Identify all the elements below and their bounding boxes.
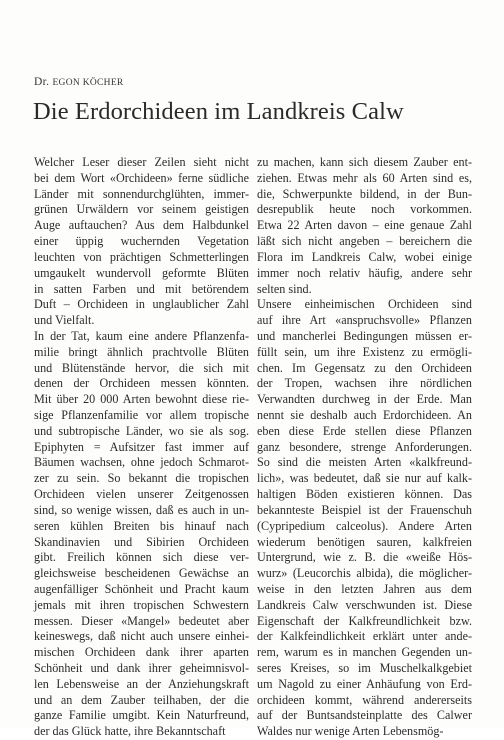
text-line: und subtropische Länder, wo sie als sog.: [34, 423, 249, 438]
text-line: füllt sein, um ihre Existenz zu ermögli-: [257, 344, 472, 359]
text-line: Unsere einheimischen Orchideen sind: [257, 297, 472, 312]
text-line: der Kalkfeindlichkeit erklärt unter ande-: [257, 629, 472, 644]
text-line: Etwa 22 Arten davon – eine genaue Zahl: [257, 218, 472, 233]
text-column-left: [34, 155, 249, 740]
text-line: jemals mit ihren tropischen Schwestern: [34, 597, 249, 612]
author-byline: [34, 76, 124, 88]
text-line: len Lebensweise an der Anziehungskraft: [34, 676, 249, 691]
text-line: ziehen. Etwas mehr als 60 Arten sind es,: [257, 170, 472, 185]
text-line: orchideen kommt, während andererseits: [257, 692, 472, 707]
text-line: Schönheit und dank ihrer geheimnisvol-: [34, 661, 249, 675]
text-line: um Nagold zu einer Anhäufung von Erd-: [257, 676, 472, 691]
text-line: zer zu sein. So bekannt die tropischen: [34, 471, 249, 486]
text-line: Mit über 20 000 Arten bewohnt diese rie-: [34, 392, 249, 407]
text-line: desrepublik heute noch vorkommen.: [257, 202, 472, 217]
text-line: ganze Familie umgibt. Kein Naturfreund,: [34, 708, 249, 723]
text-line: chen. Im Gegensatz zu den Orchideen: [257, 360, 472, 375]
text-line: wurz» (Leucorchis albida), die möglicher-: [257, 566, 472, 581]
author-prefix: Dr.: [34, 76, 53, 88]
text-line: Epiphyten = Aufsitzer fast immer auf: [34, 439, 249, 454]
text-line: Waldes nur wenige Arten Lebensmög-: [257, 724, 444, 739]
text-line: Welcher Leser dieser Zeilen sieht nicht: [34, 155, 249, 169]
text-column-right: [257, 155, 472, 740]
text-line: sind, so wenige wissen, daß es auch in un-: [34, 502, 249, 517]
text-line: nennt sie deshalb auch Erdorchideen. An: [257, 408, 472, 422]
text-line: Bäumen wachsen, ohne jedoch Schmarot-: [34, 455, 249, 470]
text-line: der das Glück hatte, ihre Bekanntschaft: [34, 724, 226, 739]
text-line: leuchten von prächtigen Schmetterlingen: [34, 249, 249, 264]
text-line: selten sind.: [257, 281, 312, 296]
text-line: (Cypripedium calceolus). Andere Arten: [257, 518, 472, 533]
text-line: eben diese Erde stellen diese Pflanzen: [257, 423, 472, 438]
text-line: auf ihre Art «anspruchsvolle» Pflanzen: [257, 313, 472, 328]
text-line: in satten Farben und mit betörendem: [34, 281, 249, 296]
text-line: denen der Orchideen messen könnten.: [34, 376, 249, 391]
text-line: Landkreis Calw verschwunden ist. Diese: [257, 597, 472, 612]
text-line: keineswegs, daß nicht auch unsere einhei-: [34, 629, 249, 644]
text-line: milie bringt ähnlich prachtvolle Blüten: [34, 344, 249, 359]
text-line: Untergrund, wie z. B. die «weiße Hös-: [257, 550, 472, 565]
text-line: messen. Dieser «Mangel» bedeutet aber: [34, 613, 249, 628]
text-line: Duft – Orchideen in unglaublicher Zahl: [34, 297, 249, 312]
text-line: gleichsweise bescheidenen Gewächse an: [34, 566, 249, 581]
text-line: haltigen Böden existieren können. Das: [257, 487, 472, 502]
article-title: Die Erdorchideen im Landkreis Calw: [33, 98, 404, 125]
text-line: ganz besondere, strenge Anforderungen.: [257, 439, 472, 454]
text-line: zu machen, kann sich diesem Zauber ent-: [257, 155, 472, 169]
text-line: rem, warum es in manchen Gegenden un-: [257, 645, 472, 660]
text-line: Verwandten durchweg in der Erde. Man: [257, 392, 472, 407]
text-line: auf der Buntsandsteinplatte des Calwer: [257, 708, 472, 723]
text-line: immer noch relativ häufig, andere sehr: [257, 265, 472, 280]
text-line: umgaukelt wundervoll geformte Blüten: [34, 265, 249, 280]
text-line: So sind die meisten Arten «kalkfreund-: [257, 455, 472, 470]
text-line: Flora im Landkreis Calw, wobei einige: [257, 249, 472, 264]
text-line: bei dem Wort «Orchideen» ferne südliche: [34, 170, 249, 185]
text-line: seres Kreises, so im Muschelkalkgebiet: [257, 661, 472, 675]
text-line: und an dem Zauber teilhaben, der die: [34, 692, 249, 707]
text-line: Auge auftauchen? Aus dem Halbdunkel: [34, 218, 249, 233]
text-line: grünen Urwäldern vor seinem geistigen: [34, 202, 249, 217]
author-name: EGON KÖCHER: [52, 78, 124, 88]
text-line: einer üppig wuchernden Vegetation: [34, 234, 249, 249]
text-line: Eigenschaft der Kalkfreundlichkeit bzw.: [257, 613, 472, 628]
text-line: und Blütenstände hervor, die sich mit: [34, 360, 249, 375]
text-line: bekannteste Beispiel ist der Frauenschuh: [257, 502, 472, 517]
text-line: wiederum benötigen sauren, kalkfreien: [257, 534, 472, 549]
text-line: In der Tat, kaum eine andere Pflanzenfa-: [34, 328, 249, 343]
text-line: Skandinavien und Sibirien Orchideen: [34, 534, 249, 549]
text-line: läßt sich nicht angeben – bereichern die: [257, 234, 472, 249]
text-line: sige Pflanzenfamilie vor allem tropische: [34, 408, 249, 422]
text-line: mischen Orchideen dank ihrer aparten: [34, 645, 249, 660]
text-line: die, Schwerpunkte bildend, in der Bun-: [257, 186, 472, 201]
text-line: seren kühlen Breiten bis hinauf nach: [34, 518, 249, 533]
text-line: gibt. Freilich können sich diese ver-: [34, 550, 249, 565]
text-line: und mancherlei Bedingungen müssen er-: [257, 328, 472, 343]
text-line: Länder mit sonnendurchglühten, immer-: [34, 186, 249, 201]
text-line: augenfälliger Schönheit und Pracht kaum: [34, 581, 249, 596]
text-line: weise in den letzten Jahren aus dem: [257, 581, 472, 596]
text-line: der Tropen, wachsen ihre nördlichen: [257, 376, 472, 391]
text-line: Orchideen vielen unserer Zeitgenossen: [34, 487, 249, 502]
text-line: lich», was bedeutet, daß sie nur auf kalk-: [257, 471, 472, 486]
text-line: und Vielfalt.: [34, 313, 95, 328]
